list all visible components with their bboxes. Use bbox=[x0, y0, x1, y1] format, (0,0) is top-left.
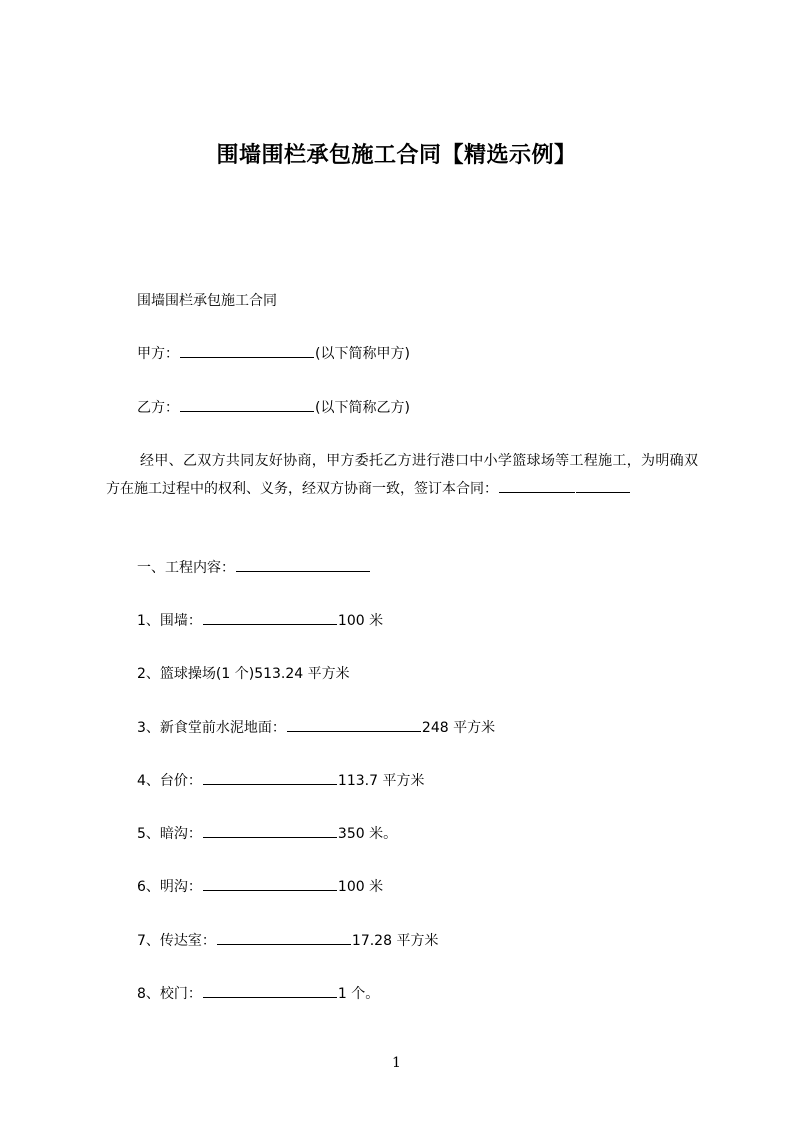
item-label: 1、围墙： bbox=[137, 613, 202, 629]
item-blank bbox=[203, 609, 337, 625]
item-label: 3、新食堂前水泥地面： bbox=[137, 720, 286, 736]
item-value: 17.28 平方米 bbox=[351, 933, 439, 949]
section-1-heading-line bbox=[137, 556, 371, 580]
intro-blank-1 bbox=[499, 477, 575, 493]
list-item bbox=[137, 662, 350, 686]
party-b-suffix: (以下简称乙方) bbox=[315, 400, 410, 416]
list-item bbox=[137, 982, 379, 1006]
intro-blank-2 bbox=[576, 477, 630, 493]
item-label: 8、校门： bbox=[137, 986, 202, 1002]
item-blank bbox=[203, 822, 337, 838]
section-1-heading: 一、工程内容： bbox=[137, 560, 235, 576]
intro-text: 经甲、乙双方共同友好协商，甲方委托乙方进行港口中小学篮球场等工程施工，为明确双方在施工过程中的权利、义务，经双方协商一致，签订本合同： bbox=[106, 453, 698, 497]
section-1-blank bbox=[236, 556, 370, 572]
list-item bbox=[137, 769, 424, 793]
item-label: 2、篮球操场(1 个)513.24 平方米 bbox=[137, 666, 350, 682]
party-b-blank bbox=[180, 396, 314, 412]
item-blank bbox=[203, 769, 337, 785]
party-a-suffix: (以下简称甲方) bbox=[315, 346, 410, 362]
list-item bbox=[137, 875, 383, 899]
list-item bbox=[137, 822, 397, 846]
item-blank bbox=[203, 982, 337, 998]
list-item bbox=[137, 929, 438, 953]
contract-subtitle: 围墙围栏承包施工合同 bbox=[137, 293, 277, 309]
party-a-line bbox=[137, 342, 410, 366]
list-item bbox=[137, 609, 383, 633]
item-blank bbox=[203, 875, 337, 891]
item-value: 100 米 bbox=[337, 613, 384, 629]
item-label: 5、暗沟： bbox=[137, 826, 202, 842]
item-value: 248 平方米 bbox=[421, 720, 496, 736]
party-b-label: 乙方： bbox=[137, 400, 179, 416]
document-title: 围墙围栏承包施工合同【精选示例】 bbox=[216, 143, 577, 168]
party-a-label: 甲方： bbox=[137, 346, 179, 362]
party-b-line bbox=[137, 396, 410, 420]
party-a-blank bbox=[180, 342, 314, 358]
page-number: 1 bbox=[392, 1055, 401, 1071]
item-label: 7、传达室： bbox=[137, 933, 216, 949]
item-value: 350 米。 bbox=[337, 826, 398, 842]
item-value: 1 个。 bbox=[337, 986, 380, 1002]
item-blank bbox=[217, 929, 351, 945]
item-value: 113.7 平方米 bbox=[337, 773, 425, 789]
intro-paragraph bbox=[106, 447, 698, 503]
item-blank bbox=[287, 716, 421, 732]
item-label: 4、台价： bbox=[137, 773, 202, 789]
item-label: 6、明沟： bbox=[137, 879, 202, 895]
list-item bbox=[137, 716, 495, 740]
item-value: 100 米 bbox=[337, 879, 384, 895]
